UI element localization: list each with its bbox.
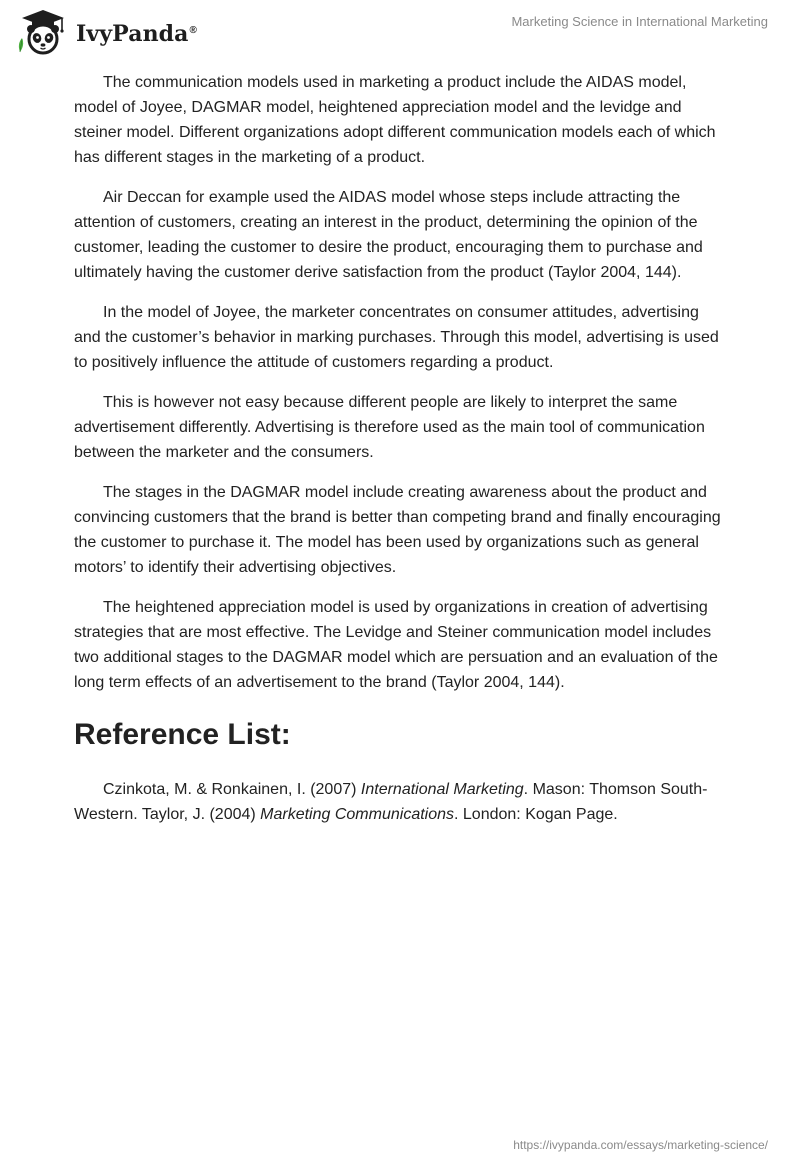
body-paragraph: Air Deccan for example used the AIDAS model whose steps include attracting the attention of customers, creating an interest in the product, determining the opinion of the customer, leading the customer to desire the product, encouraging them to purchase and ultimately having the customer derive satisfaction from the product (Taylor 2004, 144). xyxy=(74,189,703,281)
source-url[interactable]: https://ivypanda.com/essays/marketing-science/ xyxy=(513,1138,768,1152)
reference-list-heading: Reference List: xyxy=(74,718,291,751)
ivypanda-logo[interactable] xyxy=(14,8,197,56)
panda-graduate-icon xyxy=(14,8,72,56)
reference-book-title: International Marketing xyxy=(360,781,524,798)
logo-wordmark: IvyPanda® xyxy=(76,21,197,47)
registered-mark: ® xyxy=(189,24,197,36)
body-paragraph: The communication models used in marketing a product include the AIDAS model, model of Joyee, DAGMAR model, heightened appreciation model and the levidge and steiner model. Different organizations adopt different communication models each of which has different stages in the marketing of a product. xyxy=(74,74,716,166)
essay-content xyxy=(74,70,726,827)
body-paragraph: The stages in the DAGMAR model include creating awareness about the product and convincing customers that the brand is better than competing brand and finally encouraging the customer to purchase it. The model has been used by organizations such as general motors’ to identify their advertising objectives. xyxy=(74,484,721,576)
reference-text: . Mason: Thomson South- Western. Taylor, J. (2004) xyxy=(74,781,708,823)
reference-text: Czinkota, M. & Ronkainen, I. (2007) xyxy=(103,781,361,798)
reference-entry xyxy=(74,777,726,827)
body-paragraph: In the model of Joyee, the marketer concentrates on consumer attitudes, advertising and the customer’s behavior in marking purchases. Through this model, advertising is used to positively influence the attitude of customers regarding a product. xyxy=(74,304,719,371)
reference-book-title: Marketing Communications xyxy=(260,806,455,823)
page-header xyxy=(0,0,800,60)
body-paragraph: The heightened appreciation model is used by organizations in creation of advertising strategies that are most effective. The Levidge and Steiner communication model includes two additional stages to the DAGMAR model which are persuation and an evaluation of the long term effects of an advertisement to the brand (Taylor 2004, 144). xyxy=(74,599,718,691)
reference-text: . London: Kogan Page. xyxy=(454,806,618,823)
body-paragraph: This is however not easy because different people are likely to interpret the same advertisement differently. Advertising is therefore used as the main tool of communication between the marketer and the consumers. xyxy=(74,394,705,461)
document-title: Marketing Science in International Marketing xyxy=(511,14,768,29)
